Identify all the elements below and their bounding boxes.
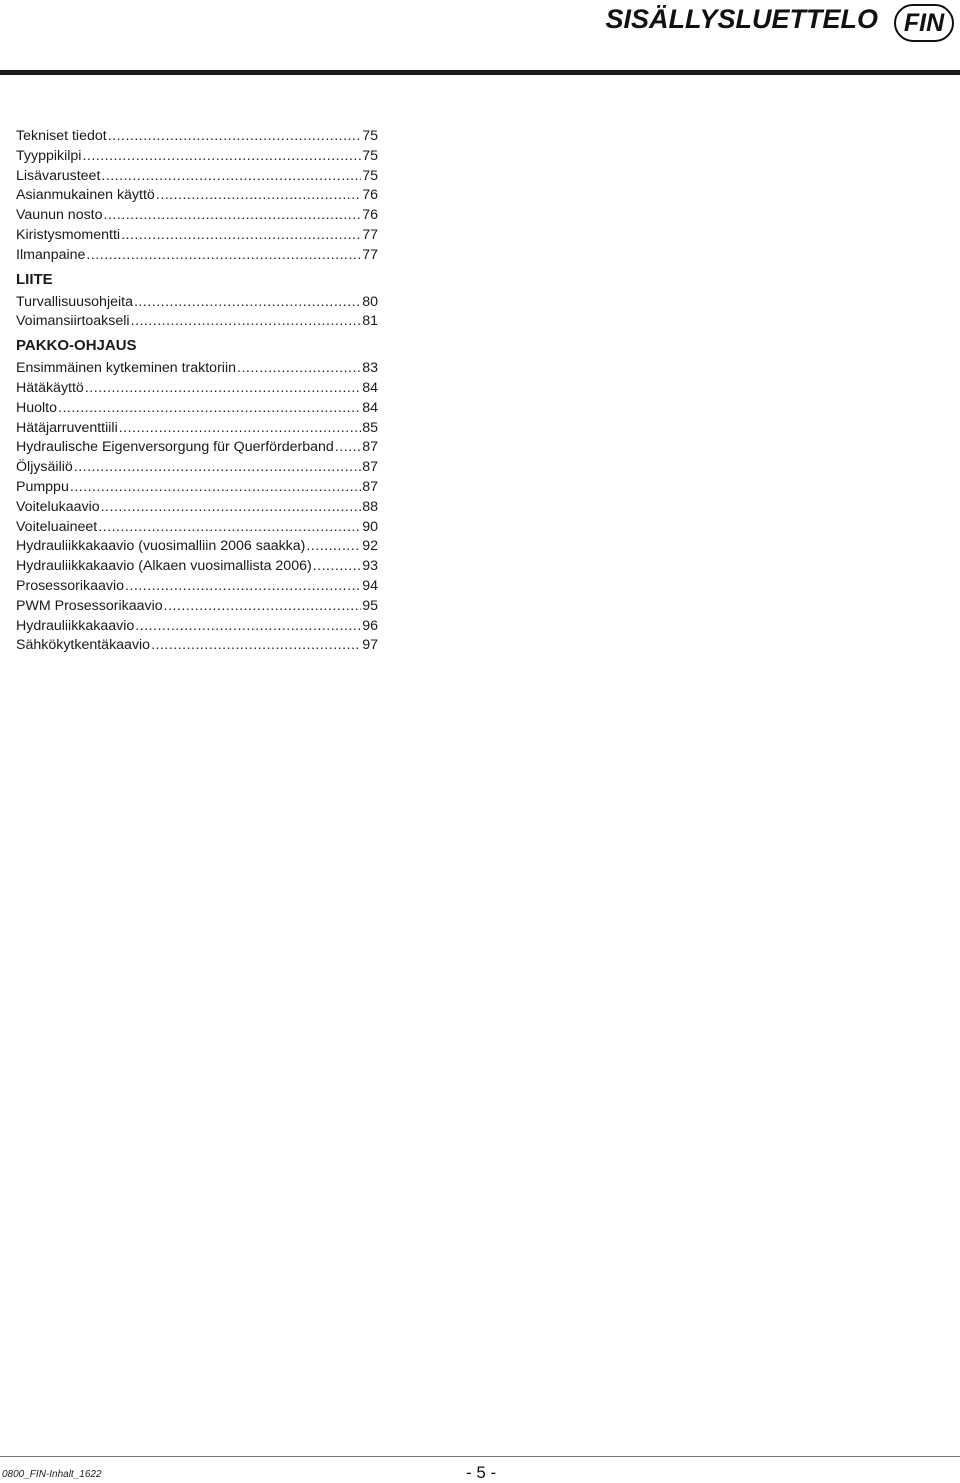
toc-entry[interactable] xyxy=(16,419,378,439)
toc-entry-label: Hydrauliikkakaavio (vuosimalliin 2006 saakka) xyxy=(16,538,306,555)
toc-dot-leader xyxy=(74,458,361,478)
toc-entry[interactable] xyxy=(16,167,378,187)
table-of-contents xyxy=(16,127,378,656)
toc-entry-label: Hydrauliikkakaavio xyxy=(16,617,135,634)
toc-entry-label: Voimansiirtoakseli xyxy=(16,313,130,330)
toc-entry[interactable] xyxy=(16,617,378,637)
toc-entry-label: Vaunun nosto xyxy=(16,207,103,224)
toc-entry-page: 87 xyxy=(362,459,378,476)
toc-entry[interactable] xyxy=(16,577,378,597)
toc-entry-page: 76 xyxy=(362,207,378,224)
toc-group-b xyxy=(16,293,378,333)
toc-entry[interactable] xyxy=(16,379,378,399)
toc-entry-label: Kiristysmomentti xyxy=(16,226,121,243)
toc-dot-leader xyxy=(151,636,361,656)
toc-entry-page: 77 xyxy=(362,226,378,243)
toc-group-c xyxy=(16,359,378,656)
toc-dot-leader xyxy=(335,438,361,458)
toc-dot-leader xyxy=(104,206,362,226)
toc-entry-label: Ensimmäinen kytkeminen traktoriin xyxy=(16,360,236,377)
toc-entry-page: 87 xyxy=(362,439,378,456)
toc-entry-label: Hydraulische Eigenversorgung für Querförderband xyxy=(16,439,334,456)
toc-section-heading: PAKKO-OHJAUS xyxy=(16,337,137,355)
footer-divider xyxy=(0,1456,960,1457)
page-number: - 5 - xyxy=(466,1463,497,1482)
toc-entry-label: Turvallisuusohjeita xyxy=(16,293,133,310)
header-divider xyxy=(0,70,960,75)
toc-entry[interactable] xyxy=(16,597,378,617)
toc-entry[interactable] xyxy=(16,438,378,458)
toc-entry-page: 87 xyxy=(362,478,378,495)
toc-dot-leader xyxy=(58,399,361,419)
toc-dot-leader xyxy=(85,379,361,399)
toc-entry[interactable] xyxy=(16,312,378,332)
toc-entry-page: 83 xyxy=(362,360,378,377)
toc-entry-page: 76 xyxy=(362,187,378,204)
toc-dot-leader xyxy=(121,226,361,246)
toc-dot-leader xyxy=(101,167,361,187)
toc-dot-leader xyxy=(156,186,361,206)
toc-entry[interactable] xyxy=(16,518,378,538)
toc-dot-leader xyxy=(164,597,362,617)
toc-entry-page: 84 xyxy=(362,399,378,416)
language-badge: FIN xyxy=(894,4,954,42)
toc-entry-label: Tyyppikilpi xyxy=(16,147,82,164)
toc-entry[interactable] xyxy=(16,458,378,478)
toc-dot-leader xyxy=(119,419,362,439)
toc-entry[interactable] xyxy=(16,537,378,557)
toc-entry-label: Tekniset tiedot xyxy=(16,128,107,144)
toc-group-a xyxy=(16,127,378,266)
toc-entry-page: 88 xyxy=(362,498,378,515)
toc-entry[interactable] xyxy=(16,226,378,246)
toc-dot-leader xyxy=(101,498,362,518)
toc-entry[interactable] xyxy=(16,186,378,206)
toc-entry-label: Sähkökytkentäkaavio xyxy=(16,637,151,654)
toc-dot-leader xyxy=(306,537,361,557)
toc-entry[interactable] xyxy=(16,246,378,266)
toc-entry[interactable] xyxy=(16,498,378,518)
toc-entry-label: Pumppu xyxy=(16,478,69,495)
toc-entry[interactable] xyxy=(16,557,378,577)
toc-dot-leader xyxy=(82,147,361,167)
toc-entry-page: 84 xyxy=(362,379,378,396)
toc-entry-page: 96 xyxy=(362,617,378,634)
toc-entry-page: 92 xyxy=(362,538,378,555)
toc-entry[interactable] xyxy=(16,147,378,167)
toc-entry-label: Ilmanpaine xyxy=(16,246,86,263)
toc-entry-label: Prosessorikaavio xyxy=(16,577,125,594)
toc-entry-label: Öljysäiliö xyxy=(16,459,73,476)
toc-entry[interactable] xyxy=(16,478,378,498)
toc-entry[interactable] xyxy=(16,359,378,379)
toc-dot-leader xyxy=(135,617,361,637)
toc-entry-label: Hätäkäyttö xyxy=(16,379,84,396)
toc-entry-page: 94 xyxy=(362,577,378,594)
toc-entry-label: Lisävarusteet xyxy=(16,167,101,184)
toc-entry[interactable] xyxy=(16,127,378,147)
toc-dot-leader xyxy=(313,557,362,577)
toc-dot-leader xyxy=(125,577,361,597)
toc-entry-page: 75 xyxy=(362,147,378,164)
toc-section-heading: LIITE xyxy=(16,270,53,288)
toc-dot-leader xyxy=(134,293,361,313)
toc-entry-label: PWM Prosessorikaavio xyxy=(16,597,163,614)
document-code: 0800_FIN-Inhalt_1622 xyxy=(2,1469,102,1480)
toc-entry-page: 97 xyxy=(362,637,378,654)
toc-dot-leader xyxy=(108,127,362,147)
toc-entry-page: 95 xyxy=(362,597,378,614)
page-title: SISÄLLYSLUETTELO xyxy=(605,4,878,34)
toc-entry[interactable] xyxy=(16,399,378,419)
toc-entry-label: Voiteluaineet xyxy=(16,518,98,535)
toc-entry[interactable] xyxy=(16,636,378,656)
toc-entry-page: 85 xyxy=(362,419,378,436)
toc-entry-label: Asianmukainen käyttö xyxy=(16,187,155,204)
toc-dot-leader xyxy=(86,246,361,266)
toc-dot-leader xyxy=(237,359,361,379)
toc-dot-leader xyxy=(98,518,361,538)
toc-entry-page: 75 xyxy=(362,128,378,144)
toc-entry-page: 77 xyxy=(362,246,378,263)
toc-entry-page: 75 xyxy=(362,167,378,184)
toc-dot-leader xyxy=(131,312,362,332)
toc-dot-leader xyxy=(70,478,361,498)
toc-entry-page: 93 xyxy=(362,558,378,575)
toc-entry-label: Hätäjarruventtiili xyxy=(16,419,118,436)
toc-entry-page: 90 xyxy=(362,518,378,535)
toc-entry-page: 80 xyxy=(362,293,378,310)
toc-entry[interactable] xyxy=(16,293,378,313)
toc-entry-label: Huolto xyxy=(16,399,58,416)
toc-entry[interactable] xyxy=(16,206,378,226)
toc-entry-page: 81 xyxy=(362,313,378,330)
toc-entry-label: Hydrauliikkakaavio (Alkaen vuosimallista 2006) xyxy=(16,558,312,575)
toc-entry-label: Voitelukaavio xyxy=(16,498,100,515)
